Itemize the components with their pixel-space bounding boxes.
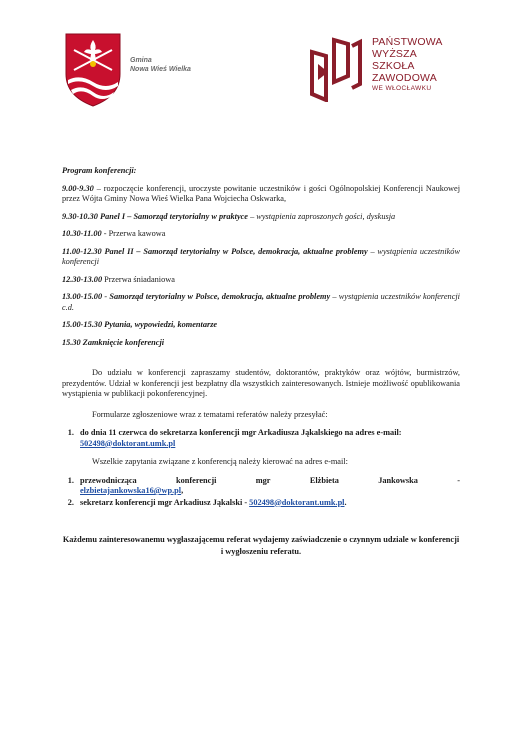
form-list-item: 1. do dnia 11 czerwca do sekretarza konferencji mgr Arkadiusza Jąkalskiego na adres e-mail: 502498@doktorant.umk.pl — [76, 428, 460, 449]
pwsz-line-5: WE WŁOCŁAWKU — [372, 85, 432, 92]
form-list — [62, 428, 460, 449]
document-body — [62, 166, 460, 558]
contacts-list — [62, 476, 460, 509]
gmina-crest-icon — [62, 30, 124, 108]
pwsz-line-2: WYŻSZA — [372, 48, 417, 60]
email-link-chair[interactable]: elzbietajankowska16@wp.pl — [80, 486, 182, 495]
invitation-paragraph: Do udziału w konferencji zapraszamy studentów, doktorantów, praktyków oraz wójtów, burmistrzów, prezydentów. Udział w konferencji jest bezpłatny dla wszystkich zainteresowanych. Istnieje możliwość opublikowania wystąpienia w publikacji pokonferencyjnej. — [62, 368, 460, 398]
pwsz-name — [372, 36, 443, 93]
program-item-5: 12.30-13.00 Przerwa śniadaniowa — [62, 274, 175, 284]
gmina-line-1: Gmina — [130, 57, 152, 64]
pwsz-logo-icon — [304, 34, 366, 102]
contact-item-chair: 1. przewodnicząca konferencji mgr Elżbieta Jankowska - elzbietajankowska16@wp.pl, — [76, 476, 460, 497]
questions-intro: Wszelkie zapytania związane z konferencją należy kierować na adres e-mail: — [92, 457, 348, 466]
program-item-2: 9.30-10.30 Panel I – Samorząd terytorialny w praktyce – wystąpienia zaproszonych gości, dyskusja — [62, 211, 396, 221]
pwsz-line-4: ZAWODOWA — [372, 72, 437, 84]
form-intro: Formularze zgłoszeniowe wraz z tematami referatów należy przesyłać: — [92, 409, 328, 419]
gmina-name — [130, 56, 191, 74]
pwsz-line-1: PAŃSTWOWA — [372, 36, 443, 48]
email-link-secretary-2[interactable]: 502498@doktorant.umk.pl — [249, 497, 345, 507]
program-item-8: 15.30 Zamknięcie konferencji — [62, 337, 165, 347]
program-item-4: 11.00-12.30 Panel II – Samorząd terytorialny w Polsce, demokracja, aktualne problemy – wystąpienia uczestników konferencji — [62, 246, 460, 266]
header — [0, 0, 520, 150]
gmina-line-2: Nowa Wieś Wielka — [130, 66, 191, 73]
contact-chair-line: 1. przewodnicząca konferencji mgr Elżbieta Jankowska - — [80, 475, 460, 485]
program-item-6: 13.00-15.00 - Samorząd terytorialny w Polsce, demokracja, aktualne problemy – wystąpienia uczestników konferencji c.d. — [62, 292, 460, 312]
contact-item-secretary: 2. sekretarz konferencji mgr Arkadiusz Jąkalski - 502498@doktorant.umk.pl. — [76, 498, 460, 509]
program-item-7: 15.00-15.30 Pytania, wypowiedzi, komentarze — [62, 320, 218, 329]
program-item-3: 10.30-11.00 - Przerwa kawowa — [62, 229, 166, 238]
program-title: Program konferencji: — [62, 166, 137, 175]
final-note: Każdemu zainteresowanemu wygłaszającemu referat wydajemy zaświadczenie o czynnym udziale w konferencji i wygłoszeniu referatu. — [62, 535, 460, 556]
pwsz-line-3: SZKOŁA — [372, 60, 415, 72]
program-item-1: 9.00-9.30 – rozpoczęcie konferencji, uroczyste powitanie uczestników i gości Ogólnopolskiej Konferencji Naukowej przez Wójta Gminy Nowa Wieś Wielka Pana Wojciecha Oskwarka, — [62, 183, 460, 203]
email-link-secretary[interactable]: 502498@doktorant.umk.pl — [80, 438, 176, 448]
